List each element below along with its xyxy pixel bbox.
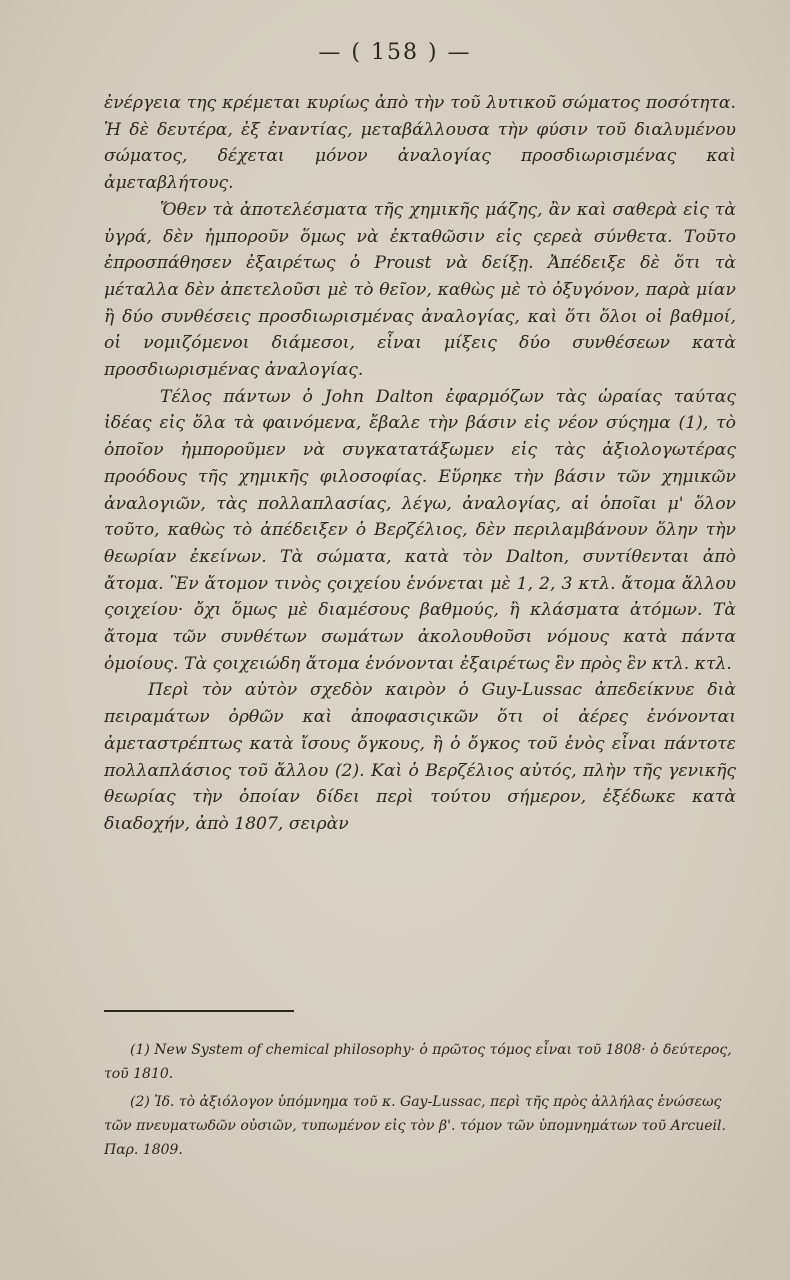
paragraph-4: Περὶ τὸν αὐτὸν σχεδὸν καιρὸν ὁ Guy-Lussac ἀπεδείκνυε διὰ πειραμάτων ὀρθῶν καὶ ἀποφασιςικῶν ὅτι οἱ ἀέρες ἑνόνονται ἀμεταστρέπτως κατὰ ἴσους ὄγκους, ἢ ὁ ὄγκος τοῦ ἑνὸς εἶναι πάντοτε πολλαπλάσιος τοῦ ἄλλου (2). Καὶ ὁ Βερζέλιος αὐτός, πλὴν τῆς γενικῆς θεωρίας τὴν ὁποίαν δίδει περὶ τούτου σήμερον, ἐξέδωκε κατὰ διαδοχήν, ἀπὸ 1807, σειρὰν <box>104 680 736 834</box>
main-text <box>104 90 736 838</box>
footnote-2: (2) Ἰδ. τὸ ἀξιόλογον ὑπόμνημα τοῦ κ. Gay-Lussac, περὶ τῆς πρὸς ἀλλήλας ἑνώσεως τῶν πνευματωδῶν οὐσιῶν, τυπωμένον εἰς τὸν β'. τόμον τῶν ὑπομνημάτων τοῦ Arcueil. Παρ. 1809. <box>104 1094 726 1158</box>
paragraph-3: Τέλος πάντων ὁ John Dalton ἐφαρμόζων τὰς ὡραίας ταύτας ἰδέας εἰς ὅλα τὰ φαινόμενα, ἔβαλε τὴν βάσιν εἰς νέον σύςημα (1), τὸ ὁποῖον ἠμποροῦμεν νὰ συγκατατάξωμεν εἰς τὰς ἀξιολογωτέρας προόδους τῆς χημικῆς φιλοσοφίας. Εὕρηκε τὴν βάσιν τῶν χημικῶν ἀναλογιῶν, τὰς πολλαπλασίας, λέγω, ἀναλογίας, αἱ ὁποῖαι μ' ὅλον τοῦτο, καθὼς τὸ ἀπέδειξεν ὁ Βερζέλιος, δὲν περιλαμβάνουν ὅλην τὴν θεωρίαν ἐκείνων. Τὰ σώματα, κατὰ τὸν Dalton, συντίθενται ἀπὸ ἄτομα. Ἓν ἄτομον τινὸς ςοιχείου ἑνόνεται μὲ 1, 2, 3 κτλ. ἄτομα ἄλλου ςοιχείου· ὄχι ὅμως μὲ διαμέσους βαθμούς, ἢ κλάσματα ἀτόμων. Τὰ ἄτομα τῶν συνθέτων σωμάτων ἀκολουθοῦσι νόμους κατὰ πάντα ὁμοίους. Τὰ ςοιχειώδη ἄτομα ἑνόνονται ἐξαιρέτως ἓν πρὸς ἓν κτλ. κτλ. <box>104 386 736 674</box>
footnote-divider <box>104 1010 294 1012</box>
footnote-1: (1) New System of chemical philosophy· ὁ πρῶτος τόμος εἶναι τοῦ 1808· ὁ δεύτερος, τοῦ 1810. <box>104 1042 732 1082</box>
footnotes <box>104 1038 736 1166</box>
paragraph-2: Ὅθεν τὰ ἀποτελέσματα τῆς χημικῆς μάζης, ἂν καὶ σαθερὰ εἰς τὰ ὑγρά, δὲν ἠμποροῦν ὅμως νὰ ἐκταθῶσιν εἰς ςερεὰ σύνθετα. Τοῦτο ἐπροσπάθησεν ἐξαιρέτως ὁ Proust νὰ δείξῃ. Ἀπέδειξε δὲ ὅτι τὰ μέταλλα δὲν ἀπετελοῦσι μὲ τὸ θεῖον, καθὼς μὲ τὸ ὀξυγόνον, παρὰ μίαν ἢ δύο συνθέσεις προσδιωρισμένας ἀναλογίας, καὶ ὅτι ὅλοι οἱ βαθμοί, οἱ νομιζόμενοι διάμεσοι, εἶναι μίξεις δύο συνθέσεων κατὰ προσδιωρισμένας ἀναλογίας. <box>104 199 736 381</box>
page-number-header: — ( 158 ) — <box>318 40 472 65</box>
paragraph-1: ἐνέργεια της κρέμεται κυρίως ἀπὸ τὴν τοῦ λυτικοῦ σώματος ποσότητα. Ἡ δὲ δευτέρα, ἐξ ἐναντίας, μεταβάλλουσα τὴν φύσιν τοῦ διαλυμένου σώματος, δέχεται μόνον ἀναλογίας προσδιωρισμένας καὶ ἀμεταβλήτους. <box>104 93 736 194</box>
